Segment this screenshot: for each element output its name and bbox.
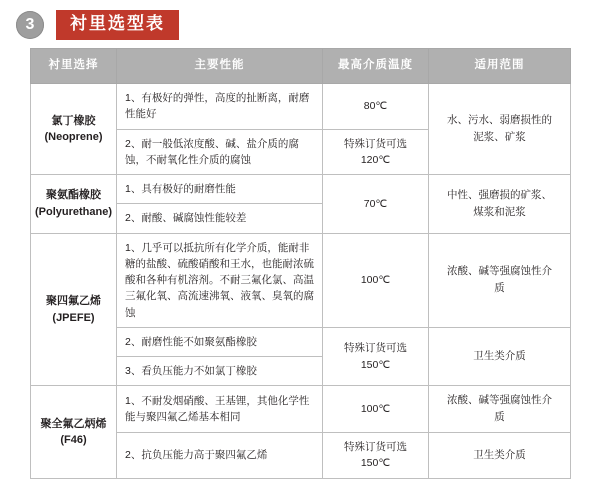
max-temp-cell: 80℃ xyxy=(323,84,429,130)
scope-cell: 卫生类介质 xyxy=(429,327,571,386)
lining-name-line1: 聚氨酯橡胶 xyxy=(46,189,101,202)
performance-cell: 2、耐酸、碱腐蚀性能较差 xyxy=(117,204,323,233)
performance-cell: 2、耐一般低浓度酸、碱、盐介质的腐蚀，不耐氧化性介质的腐蚀 xyxy=(117,129,323,175)
scope-line1: 水、污水、弱磨损性的 xyxy=(447,114,552,127)
lining-name-line1: 氯丁橡胶 xyxy=(51,114,96,127)
max-temp-cell xyxy=(323,129,429,175)
max-temp-line1: 特殊订货可选 xyxy=(344,137,407,150)
scope-cell xyxy=(429,233,571,327)
table-row xyxy=(31,175,571,204)
max-temp-cell xyxy=(323,433,429,479)
max-temp-line1: 特殊订货可选 xyxy=(344,441,407,454)
lining-name-f46 xyxy=(31,386,117,478)
lining-selection-table-wrapper xyxy=(30,48,570,479)
performance-cell: 2、耐磨性能不如聚氨酯橡胶 xyxy=(117,327,323,356)
scope-line1: 中性、强磨损的矿浆、 xyxy=(447,189,552,202)
performance-cell: 1、几乎可以抵抗所有化学介质，能耐非糖的盐酸、硫酸硝酸和王水，也能耐浓硫酸和各种有机溶剂。不耐三氟化氯、高温三氟化氧、高流速沸氧、液氧、臭氧的腐蚀 xyxy=(117,233,323,327)
max-temp-line1: 特殊订货可选 xyxy=(344,342,407,355)
performance-cell: 1、有极好的弹性，高度的扯断离，耐磨性能好 xyxy=(117,84,323,130)
lining-name-line2: (F46) xyxy=(60,434,87,447)
scope-line2: 煤浆和泥浆 xyxy=(473,205,526,218)
max-temp-cell: 70℃ xyxy=(323,175,429,234)
column-header-max-temp: 最高介质温度 xyxy=(323,49,429,84)
lining-name-line1: 聚四氟乙烯 xyxy=(46,295,101,308)
lining-selection-table xyxy=(30,48,571,479)
table-row xyxy=(31,386,571,433)
section-number-badge: 3 xyxy=(16,11,44,39)
column-header-lining: 衬里选择 xyxy=(31,49,117,84)
lining-name-neoprene xyxy=(31,84,117,175)
scope-cell: 卫生类介质 xyxy=(429,433,571,479)
performance-cell: 1、具有极好的耐磨性能 xyxy=(117,175,323,204)
scope-line2: 泥浆、矿浆 xyxy=(473,131,526,144)
max-temp-cell: 100℃ xyxy=(323,386,429,433)
max-temp-cell: 100℃ xyxy=(323,233,429,327)
performance-cell: 3、看负压能力不如氯丁橡胶 xyxy=(117,357,323,386)
table-row xyxy=(31,233,571,327)
scope-line2: 质 xyxy=(494,411,505,424)
lining-name-polyurethane xyxy=(31,175,117,234)
lining-name-line2: (JPEFE) xyxy=(52,311,95,324)
max-temp-cell xyxy=(323,327,429,386)
section-header xyxy=(16,8,179,42)
scope-line1: 浓酸、碱等强腐蚀性介 xyxy=(447,394,552,407)
lining-name-line2: (Neoprene) xyxy=(44,131,103,144)
table-row xyxy=(31,84,571,130)
performance-cell: 2、抗负压能力高于聚四氟乙烯 xyxy=(117,433,323,479)
scope-cell xyxy=(429,175,571,234)
scope-line1: 浓酸、碱等强腐蚀性介 xyxy=(447,265,552,278)
scope-cell xyxy=(429,84,571,175)
max-temp-line2: 150℃ xyxy=(360,358,391,371)
lining-name-line1: 聚全氟乙炳烯 xyxy=(40,417,107,430)
column-header-performance: 主要性能 xyxy=(117,49,323,84)
max-temp-line2: 150℃ xyxy=(360,457,391,470)
lining-name-line2: (Polyurethane) xyxy=(34,205,112,218)
scope-line2: 质 xyxy=(494,282,505,295)
scope-cell xyxy=(429,386,571,433)
column-header-scope: 适用范围 xyxy=(429,49,571,84)
performance-cell: 1、不耐发烟硝酸、王基锂，其他化学性能与聚四氟乙烯基本相同 xyxy=(117,386,323,433)
max-temp-line2: 120℃ xyxy=(360,153,391,166)
lining-name-ptfe xyxy=(31,233,117,386)
page-title: 衬里选型表 xyxy=(56,10,179,40)
table-header-row xyxy=(31,49,571,84)
